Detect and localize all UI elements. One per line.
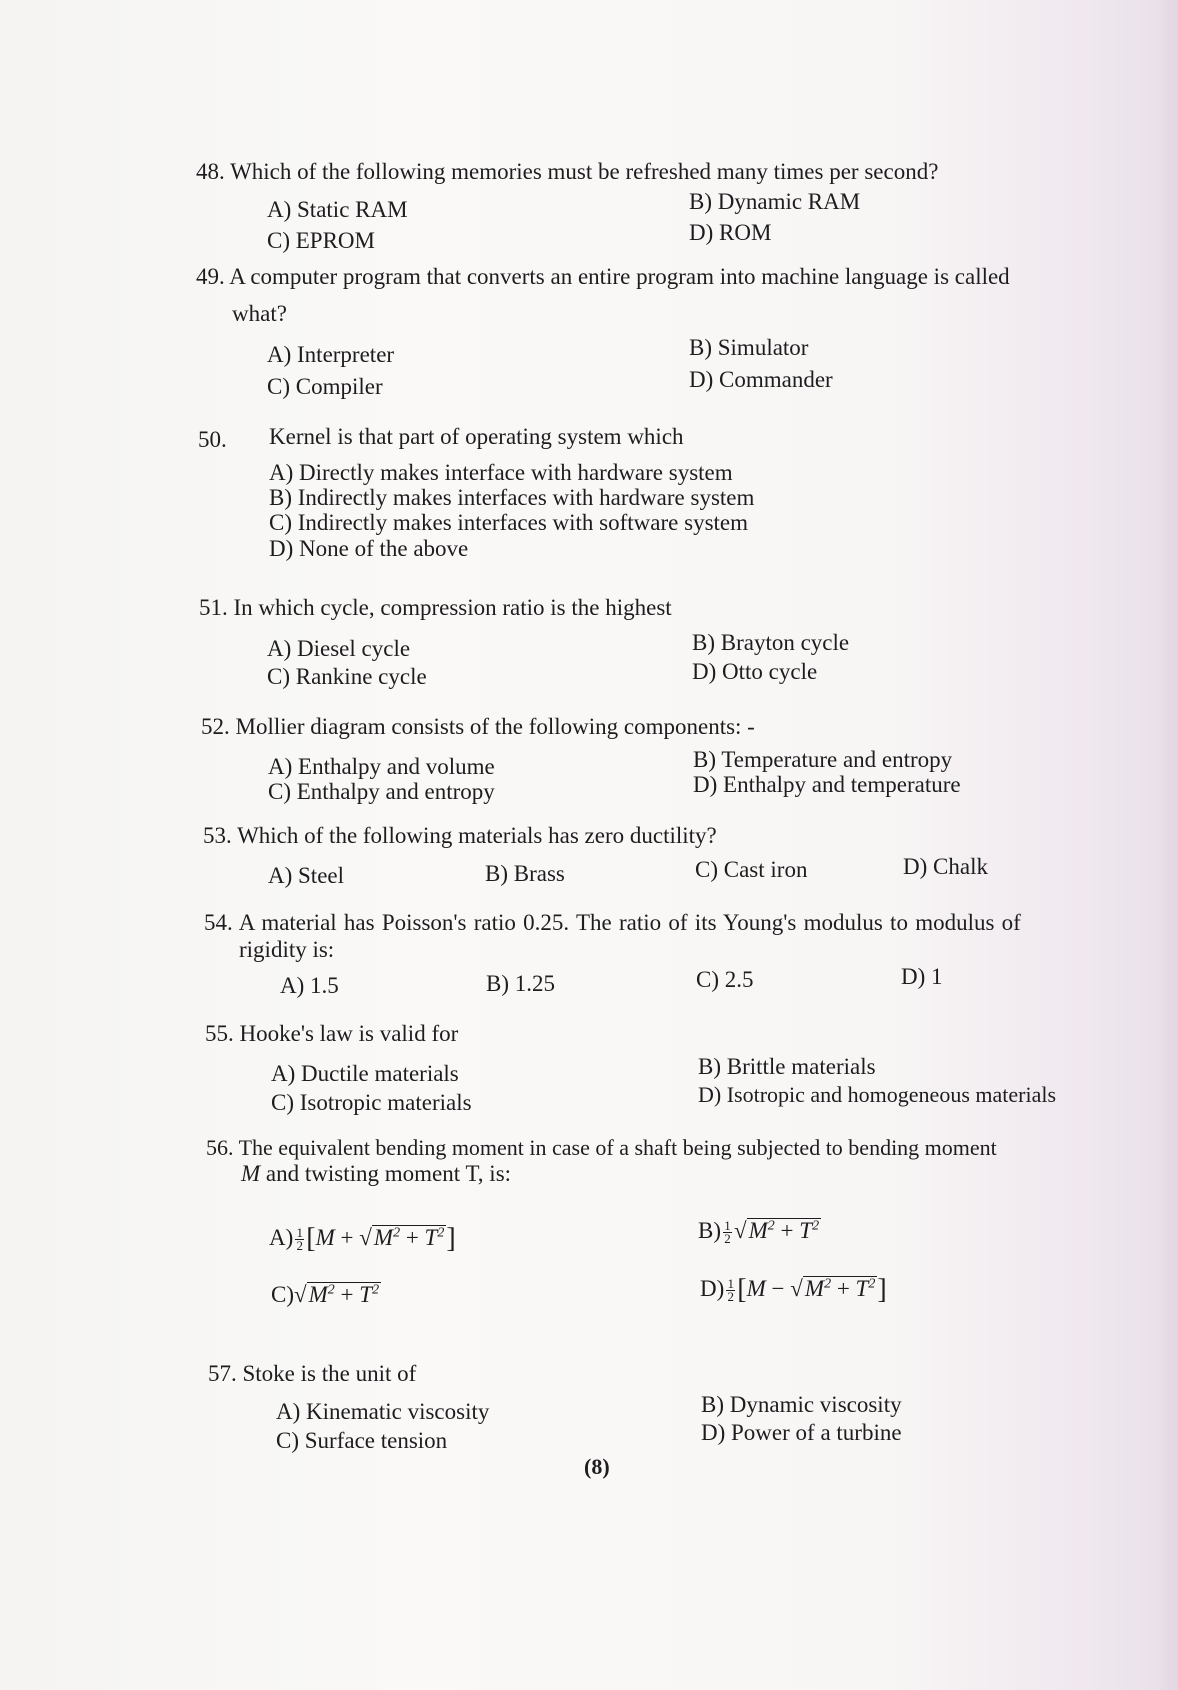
option-a-label: A) [269, 1225, 294, 1250]
question-48-option-d: D) ROM [689, 220, 772, 245]
question-57-option-b: B) Dynamic viscosity [701, 1392, 902, 1417]
fraction-half: $\frac{1}{2}$ [727, 1276, 735, 1305]
page-number: (8) [584, 1454, 610, 1479]
question-55-option-c: C) Isotropic materials [271, 1090, 472, 1115]
question-51-stem: 51. In which cycle, compression ratio is the highest [199, 595, 672, 620]
question-50-option-a: A) Directly makes interface with hardware system [269, 460, 733, 485]
question-50-option-b: B) Indirectly makes interfaces with hardware system [269, 485, 755, 510]
page-edge-shadow [1156, 0, 1178, 1690]
question-56-option-d: D) $\frac{1}{2}$ $[M - √M^2 + T^2]$ [700, 1274, 887, 1305]
question-50-option-d: D) None of the above [269, 536, 469, 561]
question-53-option-c: C) Cast iron [695, 857, 808, 882]
question-54-stem: 54. A material has Poisson's ratio 0.25. The ratio of its Young's modulus to modulus of [204, 910, 1021, 935]
question-49-option-b: B) Simulator [689, 335, 809, 360]
question-56-stem-continued [241, 1160, 511, 1188]
question-48-option-a: A) Static RAM [267, 197, 408, 222]
question-52-option-d: D) Enthalpy and temperature [693, 772, 961, 797]
question-56-stem-rest: and twisting moment T, is: [260, 1161, 512, 1186]
question-49-stem: 49. A computer program that converts an entire program into machine language is called [196, 264, 1010, 289]
question-53-option-b: B) Brass [485, 861, 565, 886]
question-49-option-d: D) Commander [689, 367, 833, 392]
question-48-option-c: C) EPROM [267, 228, 375, 253]
question-48-option-b: B) Dynamic RAM [689, 189, 861, 214]
question-52-option-a: A) Enthalpy and volume [268, 754, 495, 779]
question-56-option-c: $C)√M^2 + T^2$ [271, 1282, 380, 1307]
question-50-option-c: C) Indirectly makes interfaces with software system [269, 510, 749, 535]
question-57-stem: 57. Stoke is the unit of [208, 1361, 417, 1386]
question-57-option-d: D) Power of a turbine [701, 1420, 902, 1445]
question-55-option-d: D) Isotropic and homogeneous materials [698, 1082, 1057, 1107]
question-51-option-d: D) Otto cycle [692, 659, 818, 684]
question-56-stem: 56. The equivalent bending moment in case of a shaft being subjected to bending moment [206, 1135, 997, 1160]
question-57-option-c: C) Surface tension [276, 1428, 448, 1453]
question-49-stem-continued: what? [232, 301, 287, 326]
question-52-stem: 52. Mollier diagram consists of the following components: - [201, 714, 755, 739]
question-53-stem: 53. Which of the following materials has zero ductility? [203, 823, 717, 848]
question-54-option-d: D) 1 [901, 964, 943, 989]
option-d-label: D) [700, 1276, 725, 1301]
question-54-option-a: A) 1.5 [280, 973, 339, 998]
question-48-stem: 48. Which of the following memories must be refreshed many times per second? [196, 159, 939, 184]
question-54-stem-continued: rigidity is: [239, 937, 335, 962]
option-c-label: C) [271, 1282, 294, 1307]
question-49-option-a: A) Interpreter [267, 342, 395, 367]
question-52-option-c: C) Enthalpy and entropy [268, 779, 495, 804]
question-51-option-c: C) Rankine cycle [267, 664, 427, 689]
question-55-option-b: B) Brittle materials [698, 1054, 876, 1079]
question-53-option-d: D) Chalk [903, 854, 988, 879]
question-50-number: 50. [198, 427, 227, 452]
question-54-option-b: B) 1.25 [486, 971, 555, 996]
fraction-half: $\frac{1}{2}$ [296, 1225, 304, 1254]
var-m: M [241, 1161, 261, 1186]
question-55-option-a: A) Ductile materials [271, 1061, 459, 1086]
question-51-option-b: B) Brayton cycle [692, 630, 850, 655]
question-52-option-b: B) Temperature and entropy [693, 747, 953, 772]
question-54-option-c: C) 2.5 [696, 967, 754, 992]
fraction-half: $\frac{1}{2}$ [724, 1218, 731, 1247]
question-53-option-a: A) Steel [268, 863, 345, 888]
question-51-option-a: A) Diesel cycle [267, 636, 411, 661]
question-56-option-a: A) $\frac{1}{2}$ $[M + √M^2 + T^2]$ [269, 1223, 456, 1254]
question-49-option-c: C) Compiler [267, 374, 383, 399]
option-b-label: B) [698, 1218, 721, 1243]
question-56-option-b: B) $\frac{1}{2}$ $√M^2 + T^2$ [698, 1218, 820, 1247]
question-57-option-a: A) Kinematic viscosity [276, 1399, 490, 1424]
question-55-stem: 55. Hooke's law is valid for [205, 1021, 459, 1046]
question-50-stem: Kernel is that part of operating system which [269, 424, 684, 449]
